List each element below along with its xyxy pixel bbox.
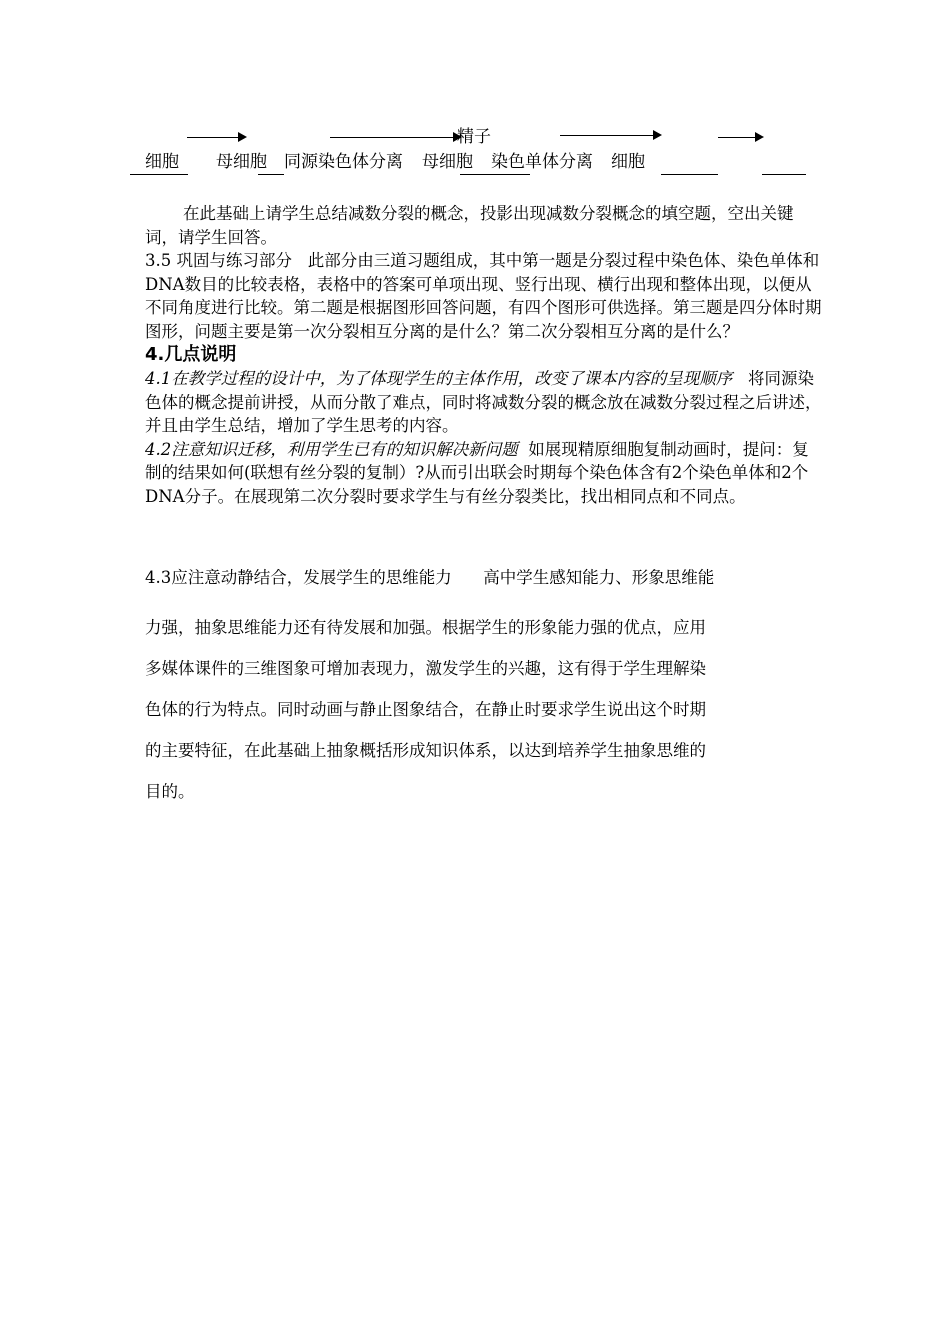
section-4-2-heading: 4.2注意知识迁移，利用学生已有的知识解决新问题 bbox=[145, 439, 518, 459]
section-4-3-line-2: 力强，抽象思维能力还有待发展和加强。根据学生的形象能力强的优点，应用 bbox=[145, 618, 706, 637]
flow-arrow-3 bbox=[560, 135, 660, 136]
blank-line-4 bbox=[661, 174, 718, 175]
section-4-2-body: 如展现精原细胞复制动画时，提问：复制的结果如何(联想有丝分裂的复制）?从而引出联会时期每个染色体含有2个染色单体和2个DNA分子。在展现第二次分裂时要求学生与有丝分裂类比，找出相同点和不同点。 bbox=[145, 439, 809, 506]
flow-sister-step: 染色单体分离 bbox=[491, 152, 593, 172]
section-4-heading: 4.几点说明 bbox=[145, 344, 237, 365]
blank-line-1 bbox=[130, 174, 188, 175]
section-4-3-line-4: 色体的行为特点。同时动画与静止图象结合，在静止时要求学生说出这个时期 bbox=[145, 700, 706, 719]
section-4-1-body: 将同源染色体的概念提前讲授，从而分散了难点，同时将减数分裂的概念放在减数分裂过程之后讲述，并且由学生总结，增加了学生思考的内容。 bbox=[145, 369, 822, 435]
spermatogenesis-flow-diagram bbox=[0, 0, 950, 190]
flow-arrow-2 bbox=[330, 137, 460, 138]
flow-arrow-4 bbox=[718, 137, 762, 138]
section-3-5 bbox=[145, 249, 825, 343]
section-4-2 bbox=[145, 438, 825, 509]
blank-line-5 bbox=[762, 174, 806, 175]
intro-paragraph: 在此基础上请学生总结减数分裂的概念，投影出现减数分裂概念的填空题，空出关键词，请学生回答。 bbox=[145, 204, 794, 247]
section-4-3-line-1-text: 高中学生感知能力、形象思维能 bbox=[483, 568, 715, 587]
blank-line-3 bbox=[460, 174, 530, 175]
section-4-3-line-5: 的主要特征，在此基础上抽象概括形成知识体系，以达到培养学生抽象思维的 bbox=[145, 741, 706, 760]
flow-arrow-1 bbox=[187, 137, 245, 138]
section-3-5-body: 此部分由三道习题组成，其中第一题是分裂过程中染色体、染色单体和DNA数目的比较表格，表格中的答案可单项出现、竖行出现、横行出现和整体出现，以便从不同角度进行比较。第二题是根据图形回答问题，有四个图形可供选择。第三题是四分体时期图形，问题主要是第一次分裂相互分离的是什么？第二次分裂相互分离的是什么？ bbox=[145, 251, 822, 341]
section-4-3-line-1 bbox=[145, 566, 825, 590]
flow-homologous-step: 同源染色体分离 bbox=[284, 152, 403, 172]
blank-line-2 bbox=[258, 174, 284, 175]
section-4-1-heading: 4.1在教学过程的设计中，为了体现学生的主体作用，改变了课本内容的呈现顺序 bbox=[145, 369, 733, 388]
section-4-1 bbox=[145, 367, 825, 438]
flow-spermatogonium: 细胞 bbox=[145, 152, 179, 172]
section-4-3-heading: 4.3应注意动静结合，发展学生的思维能力 bbox=[145, 568, 452, 587]
flow-primary-cell: 母细胞 bbox=[216, 152, 267, 172]
section-3-5-heading: 3.5 巩固与练习部分 bbox=[145, 251, 292, 270]
section-4-3 bbox=[145, 566, 825, 812]
flow-spermatid-cell: 细胞 bbox=[611, 152, 645, 172]
section-4-3-line-6: 目的。 bbox=[145, 782, 195, 801]
section-4-3-line-3: 多媒体课件的三维图象可增加表现力，激发学生的兴趣，这有得于学生理解染 bbox=[145, 659, 706, 678]
main-text bbox=[145, 202, 825, 508]
flow-sperm-label: 精子 bbox=[457, 127, 491, 147]
flow-secondary-cell: 母细胞 bbox=[422, 152, 473, 172]
